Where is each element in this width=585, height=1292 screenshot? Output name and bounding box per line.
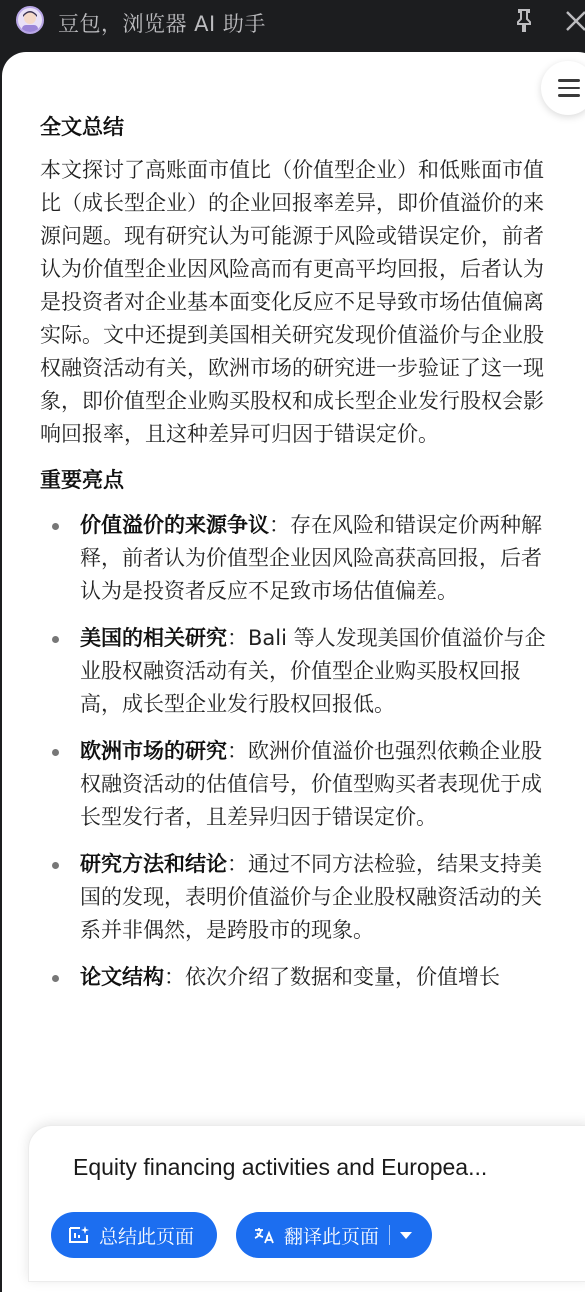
- summarize-icon: [67, 1223, 91, 1247]
- highlight-title: 欧洲市场的研究: [80, 739, 227, 763]
- highlights-heading: 重要亮点: [40, 468, 124, 492]
- divider: [389, 1225, 390, 1245]
- app-title: 豆包，浏览器 AI 助手: [58, 12, 266, 36]
- highlights-list: [40, 509, 550, 994]
- pin-icon[interactable]: [512, 6, 536, 34]
- summarize-page-button[interactable]: [51, 1212, 217, 1258]
- translate-icon: [252, 1223, 276, 1247]
- list-item: [40, 848, 550, 947]
- page-title: Equity financing activities and Europea...: [73, 1154, 488, 1180]
- summary-text: 本文探讨了高账面市值比（价值型企业）和低账面市值比（成长型企业）的企业回报率差异，即价值溢价的来源问题。现有研究认为可能源于风险或错误定价，前者认为价值型企业因风险高而有更高平均回报，后者认为是投资者对企业基本面变化反应不足导致市场估值偏离实际。文中还提到美国相关研究发现价值溢价与企业股权融资活动有关，欧洲市场的研究进一步验证了这一现象，即价值型企业购买股权和成长型企业发行股权会影响回报率，且这种差异可归因于错误定价。: [40, 158, 544, 446]
- title-bar: [0, 0, 585, 44]
- highlight-title: 价值溢价的来源争议: [80, 513, 269, 537]
- highlight-text: ：通过不同方法检验，结果支持美国的发现，表明价值溢价与企业股权融资活动的关系并非偶然，是跨股市的现象。: [80, 852, 542, 942]
- content-fade: [2, 1090, 585, 1130]
- highlight-text: ：依次介绍了数据和变量，价值增长: [164, 965, 500, 989]
- list-item: [40, 509, 550, 608]
- highlight-text: ：欧洲价值溢价也强烈依赖企业股权融资活动的估值信号，价值型购买者表现优于成长型发行者，且差异归因于错误定价。: [80, 739, 542, 829]
- avatar: [16, 6, 44, 34]
- bullet-dot: [52, 636, 59, 643]
- highlight-title: 研究方法和结论: [80, 852, 227, 876]
- translate-label: 翻译此页面: [284, 1225, 380, 1248]
- highlight-text: ：存在风险和错误定价两种解释，前者认为价值型企业因风险高获高回报，后者认为是投资者反应不足致市场估值偏差。: [80, 513, 542, 603]
- list-item: [40, 735, 550, 834]
- page-action-card: [28, 1125, 585, 1282]
- bullet-dot: [52, 749, 59, 756]
- close-icon[interactable]: [563, 6, 585, 34]
- highlight-title: 论文结构: [80, 965, 164, 989]
- list-item: [40, 961, 550, 994]
- chevron-down-icon[interactable]: [400, 1232, 412, 1239]
- bullet-dot: [52, 975, 59, 982]
- bullet-dot: [52, 523, 59, 530]
- summarize-label: 总结此页面: [99, 1225, 195, 1248]
- translate-page-button[interactable]: [236, 1212, 432, 1258]
- summary-heading: 全文总结: [40, 115, 124, 139]
- bullet-dot: [52, 862, 59, 869]
- highlight-title: 美国的相关研究: [80, 626, 227, 650]
- list-item: [40, 622, 550, 721]
- summary-content: [40, 112, 550, 1008]
- highlight-text: ：Bali 等人发现美国价值溢价与企业股权融资活动有关，价值型企业购买股权回报高，成长型企业发行股权回报低。: [80, 626, 546, 716]
